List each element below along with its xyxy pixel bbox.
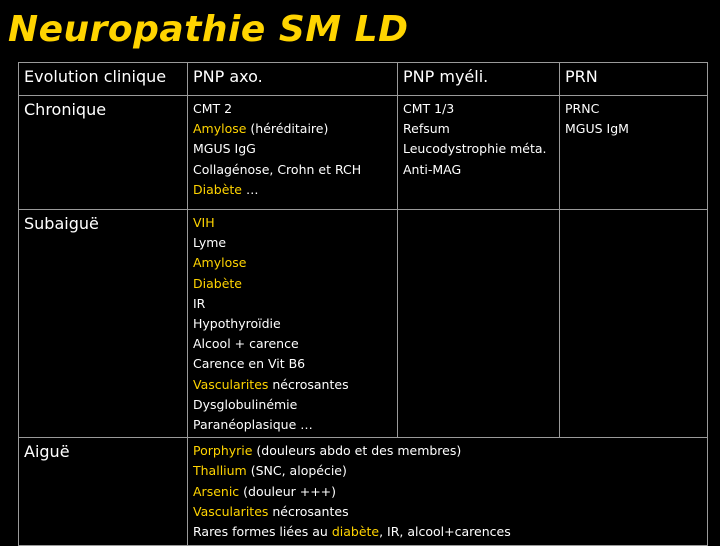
cell-line bbox=[193, 395, 392, 415]
cell-line bbox=[193, 502, 702, 522]
row-subaigue bbox=[19, 210, 708, 438]
cell-line bbox=[403, 139, 554, 159]
cell-text: Rares formes liées au bbox=[193, 524, 332, 540]
cell-text: Hypothyroïdie bbox=[193, 316, 281, 332]
highlighted-term: Thallium bbox=[193, 463, 247, 479]
cell-text: nécrosantes bbox=[268, 503, 349, 519]
cell-line bbox=[193, 119, 392, 139]
cell-text: Leucodystrophie méta. bbox=[403, 141, 547, 157]
row-label: Aiguë bbox=[19, 438, 188, 546]
cell-line bbox=[193, 180, 392, 200]
cell-line bbox=[193, 415, 392, 435]
cell-chronique-myeli bbox=[398, 96, 560, 210]
cell-line bbox=[193, 375, 392, 395]
cell-line bbox=[193, 314, 392, 334]
cell-text: Dysglobulinémie bbox=[193, 396, 298, 412]
cell-line bbox=[193, 441, 702, 461]
neuropathy-table bbox=[18, 62, 708, 546]
row-label: Chronique bbox=[19, 96, 188, 210]
cell-text: Paranéoplasique … bbox=[193, 417, 313, 433]
cell-chronique-prn bbox=[560, 96, 708, 210]
highlighted-term: Vascularites bbox=[193, 376, 269, 392]
cell-text: MGUS IgG bbox=[193, 141, 256, 157]
cell-line bbox=[193, 274, 392, 294]
highlighted-term: Amylose bbox=[193, 255, 247, 271]
cell-text: (douleur +++) bbox=[239, 483, 337, 499]
cell-text: (SNC, alopécie) bbox=[246, 463, 347, 479]
cell-text: PRNC bbox=[565, 101, 600, 116]
table-header-row bbox=[19, 63, 708, 96]
cell-text: , IR, alcool+carences bbox=[379, 524, 511, 540]
header-pnp-axo: PNP axo. bbox=[188, 63, 398, 96]
cell-text: MGUS IgM bbox=[565, 121, 629, 137]
cell-text: Carence en Vit B6 bbox=[193, 356, 306, 372]
cell-text: Collagénose, Crohn et RCH bbox=[193, 161, 362, 177]
cell-text: nécrosantes bbox=[268, 376, 349, 392]
cell-text: IR bbox=[193, 295, 206, 311]
highlighted-term: Vascularites bbox=[193, 503, 269, 519]
cell-text: (héréditaire) bbox=[246, 121, 329, 137]
highlighted-term: Diabète bbox=[193, 275, 242, 291]
cell-text: Refsum bbox=[403, 121, 450, 137]
highlighted-term: Porphyrie bbox=[193, 443, 253, 459]
row-aigue bbox=[19, 438, 708, 546]
cell-text: Anti-MAG bbox=[403, 161, 462, 177]
cell-subaigue-prn bbox=[560, 210, 708, 438]
cell-text: (douleurs abdo et des membres) bbox=[252, 443, 462, 459]
header-prn: PRN bbox=[560, 63, 708, 96]
slide-title: Neuropathie SM LD bbox=[8, 9, 409, 50]
cell-chronique-axo bbox=[188, 96, 398, 210]
header-evolution-clinique: Evolution clinique bbox=[19, 63, 188, 96]
cell-text: Alcool + carence bbox=[193, 336, 299, 352]
cell-line bbox=[193, 139, 392, 159]
row-label: Subaiguë bbox=[19, 210, 188, 438]
cell-line bbox=[565, 119, 702, 139]
cell-text: CMT 2 bbox=[193, 101, 233, 116]
cell-line bbox=[565, 99, 702, 119]
cell-line bbox=[193, 354, 392, 374]
cell-line bbox=[193, 213, 392, 233]
cell-subaigue-myeli bbox=[398, 210, 560, 438]
cell-text: Lyme bbox=[193, 235, 227, 251]
cell-line bbox=[193, 294, 392, 314]
cell-line bbox=[193, 160, 392, 180]
header-pnp-myeli: PNP myéli. bbox=[398, 63, 560, 96]
cell-line bbox=[193, 233, 392, 253]
highlighted-term: VIH bbox=[193, 215, 215, 230]
cell-line bbox=[403, 160, 554, 180]
highlighted-term: Diabète bbox=[193, 181, 242, 197]
cell-line bbox=[193, 522, 702, 542]
cell-text: … bbox=[241, 181, 259, 197]
row-chronique bbox=[19, 96, 708, 210]
highlighted-term: Amylose bbox=[193, 121, 247, 137]
highlighted-term: diabète bbox=[331, 524, 380, 540]
cell-line bbox=[193, 461, 702, 481]
cell-line bbox=[193, 99, 392, 119]
cell-text: CMT 1/3 bbox=[403, 101, 455, 116]
cell-line bbox=[193, 253, 392, 273]
cell-line bbox=[403, 99, 554, 119]
highlighted-term: Arsenic bbox=[193, 483, 240, 499]
cell-line bbox=[403, 119, 554, 139]
cell-aigue-axo bbox=[188, 438, 708, 546]
cell-line bbox=[193, 482, 702, 502]
cell-line bbox=[193, 334, 392, 354]
cell-subaigue-axo bbox=[188, 210, 398, 438]
